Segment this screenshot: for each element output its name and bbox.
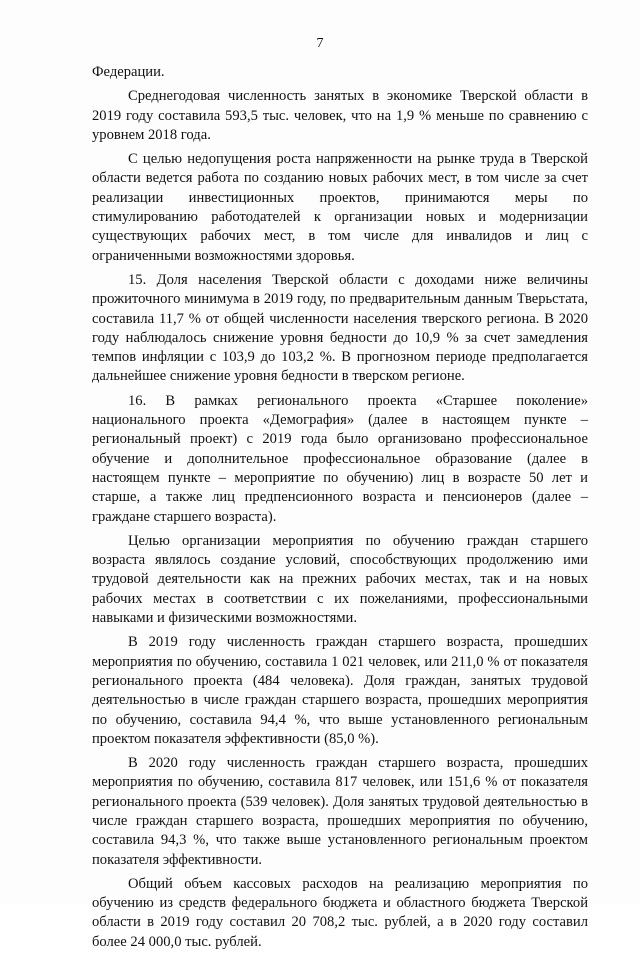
paragraph-continuation: Федерации.	[92, 64, 165, 80]
paragraph-item-15-poverty: 15. Доля населения Тверской области с доходами ниже величины прожиточного минимума в 2019 году, по предварительным данным Тверьстата, составила 11,7 % от общей численности населения тверского региона. В 2020 году наблюдалось снижение уровня бедности до 10,9 % за счет замедления темпов инфляции с 103,9 до 103,2 %. В прогнозном периоде предполагается дальнейшее снижение уровня бедности в тверском регионе.	[92, 271, 588, 385]
document-body	[92, 63, 588, 957]
paragraph-2019-results: В 2019 году численность граждан старшего возраста, прошедших мероприятия по обучению, составила 1 021 человек, или 211,0 % от показателя регионального проекта (484 человека). Доля граждан, занятых трудовой деятельностью в числе граждан старшего возраста, прошедших мероприятия по обучению, составила 94,4 %, что выше установленного региональным проектом показателя эффективности (85,0 %).	[92, 634, 588, 747]
paragraph-2020-results: В 2020 году численность граждан старшего возраста, прошедших мероприятия по обучению, составила 817 человек, или 151,6 % от показателя регионального проекта (539 человек). Доля занятых трудовой деятельностью в числе граждан старшего возраста, прошедших мероприятия по обучению, составила 94,3 %, что также выше установленного региональным проектом показателя эффективности.	[92, 755, 588, 868]
paragraph-labor-market: С целью недопущения роста напряженности на рынке труда в Тверской области ведется работа по созданию новых рабочих мест, в том числе за счет реализации инвестиционных проектов, принимаются меры по стимулированию работодателей к организации новых и модернизации существующих рабочих мест, в том числе для инвалидов и лиц с ограниченными возможностями здоровья.	[92, 151, 588, 264]
paragraph-employment: Среднегодовая численность занятых в экономике Тверской области в 2019 году составила 593,5 тыс. человек, что на 1,9 % меньше по сравнению с уровнем 2018 года.	[92, 88, 588, 143]
paragraph-expenditures: Общий объем кассовых расходов на реализацию мероприятия по обучению из средств федерального бюджета и областного бюджета Тверской области в 2019 году составил 20 708,2 тыс. рублей, а в 2020 году составил более 24 000,0 тыс. рублей.	[92, 875, 588, 950]
paragraph-item-16-project: 16. В рамках регионального проекта «Старшее поколение» национального проекта «Демография» (далее в настоящем пункте – региональный проект) с 2019 года было организовано профессиональное обучение и дополнительное профессиональное образование (далее в настоящем пункте – мероприятие по обучению) лиц в возрасте 50 лет и старше, а также лиц предпенсионного возраста и пенсионеров (далее – граждане старшего возраста).	[92, 392, 588, 525]
page-number: 7	[316, 36, 324, 51]
paragraph-training-goal: Целью организации мероприятия по обучению граждан старшего возраста являлось создание условий, способствующих продолжению ими трудовой деятельности как на прежних рабочих местах, так и на новых рабочих местах в соответствии с их пожеланиями, профессиональными навыками и физическими возможностями.	[92, 532, 588, 627]
